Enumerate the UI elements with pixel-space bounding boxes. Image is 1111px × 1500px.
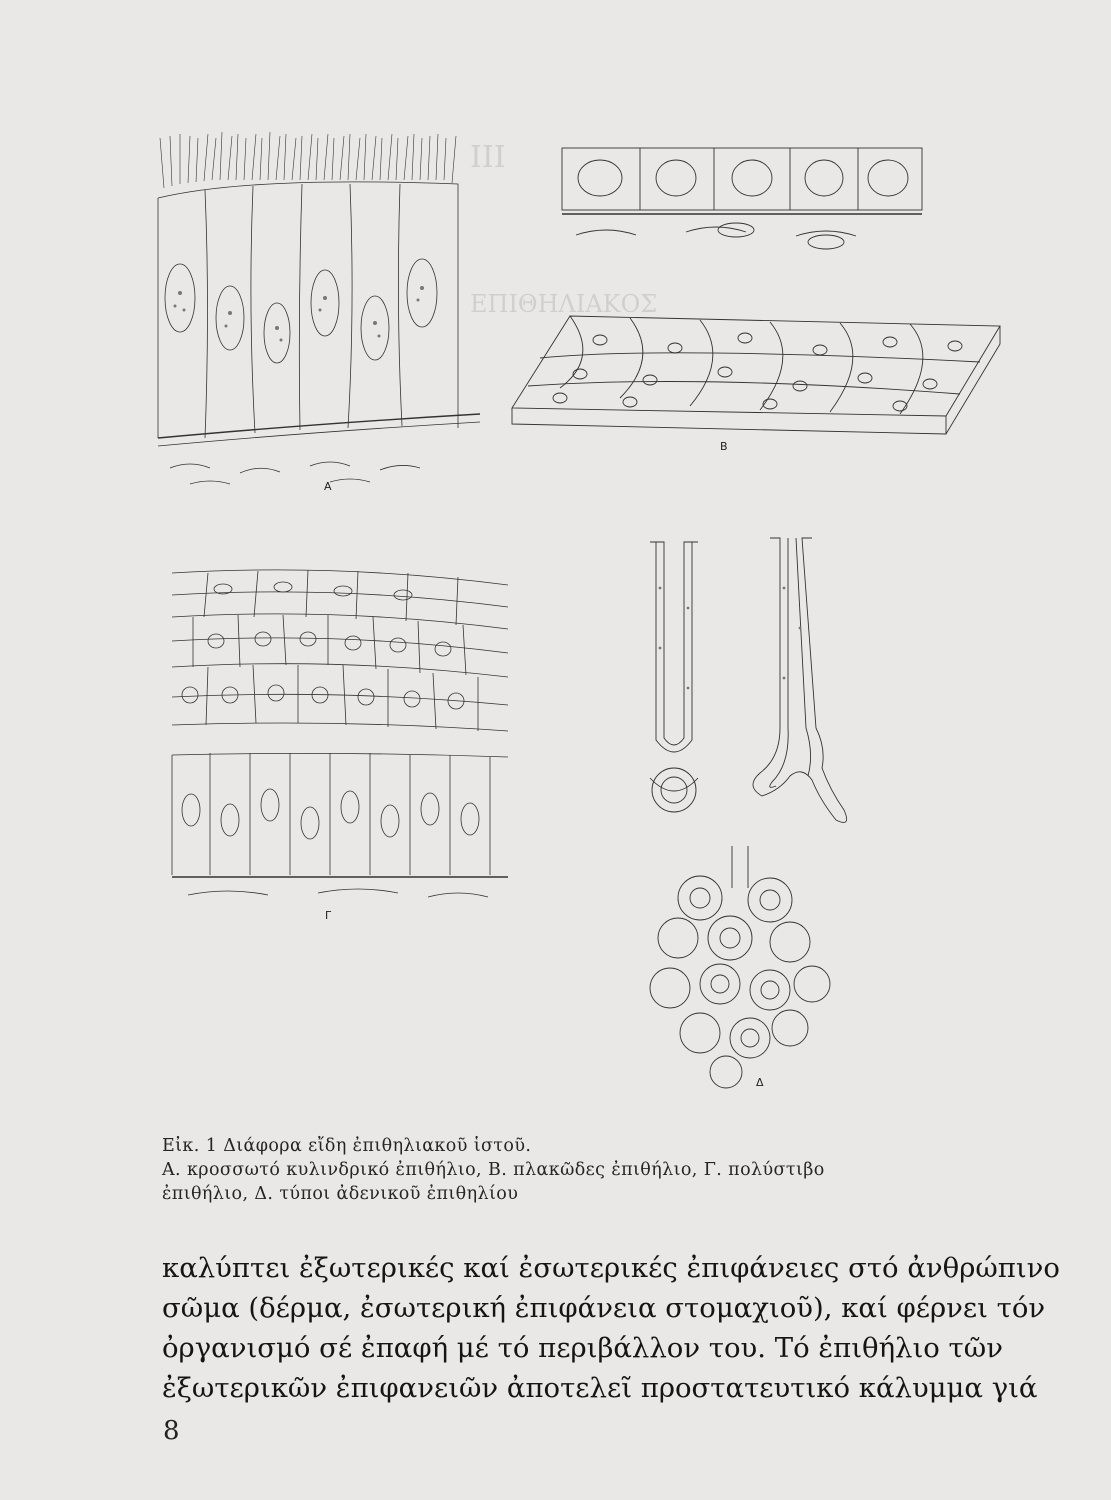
body-line-4: ἐξωτερικῶν ἐπιφανειῶν ἀποτελεῖ προστατευτικό κάλυμμα γιά (162, 1372, 1038, 1404)
body-line-2: σῶμα (δέρμα, ἐσωτερική ἐπιφάνεια στομαχιοῦ), καί φέρνει τόν (162, 1292, 1046, 1324)
figure-panel-b-cuboidal (556, 140, 936, 260)
bleed-through-decoration: ΕΠΙΘΗΛΙΑΚΟΣ (470, 290, 658, 318)
figure-panel-d-glandular (630, 528, 875, 1093)
figure-panel-c-stratified (168, 565, 513, 925)
page-number: 8 (163, 1416, 180, 1446)
caption-line-1: Εἰκ. 1 Διάφορα εἴδη ἐπιθηλιακοῦ ἱστοῦ. (162, 1136, 532, 1156)
bleed-through-decoration: ΙΙΙ (470, 140, 506, 175)
caption-line-2: Α. κροσσωτό κυλινδρικό ἐπιθήλιο, Β. πλακῶδες ἐπιθήλιο, Γ. πολύστιβο (162, 1160, 825, 1180)
panel-label-c: Γ (325, 909, 332, 922)
figure-panel-b-squamous (500, 298, 1010, 468)
panel-label-d: Δ (756, 1076, 764, 1089)
caption-line-3: ἐπιθήλιο, Δ. τύποι ἀδενικοῦ ἐπιθηλίου (162, 1184, 519, 1204)
body-line-1: καλύπτει ἐξωτερικές καί ἐσωτερικές ἐπιφάνειες στό ἀνθρώπινο (162, 1252, 1060, 1284)
figure-panel-a-ciliated-columnar (150, 128, 480, 493)
panel-label-b: Β (720, 440, 728, 453)
body-paragraph (162, 1248, 1060, 1408)
body-line-3: ὀργανισμό σέ ἐπαφή μέ τό περιβάλλον του. Τό ἐπιθήλιο τῶν (162, 1332, 1003, 1364)
figure-caption (162, 1134, 1032, 1206)
panel-label-a: Α (324, 480, 332, 493)
